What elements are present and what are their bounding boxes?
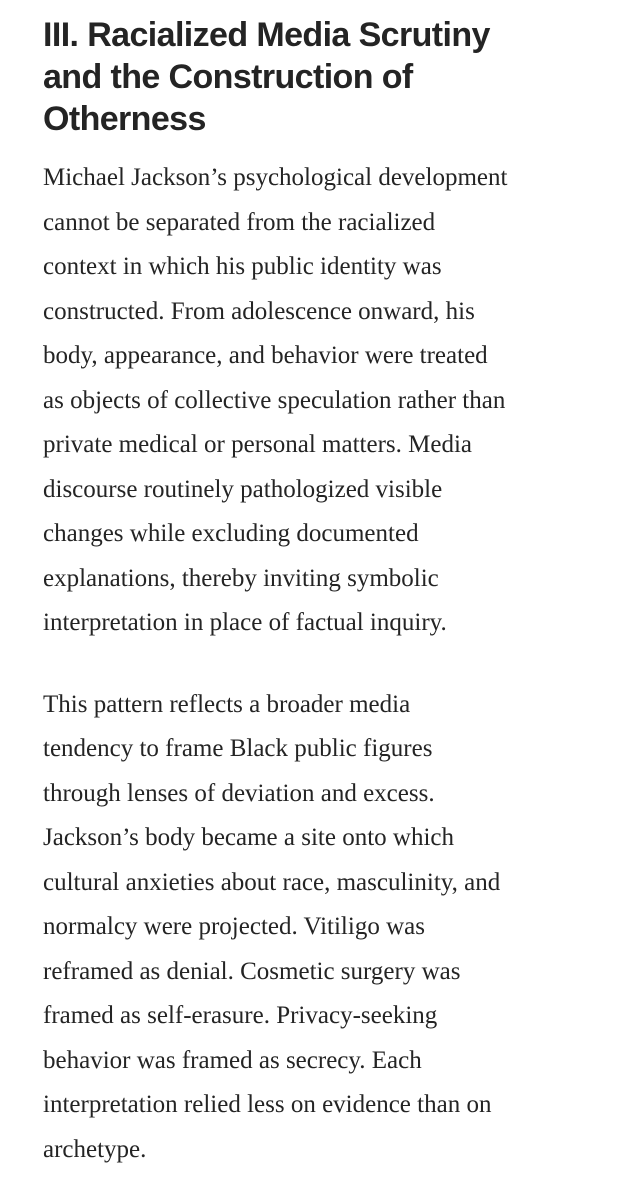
section-heading: [43, 14, 623, 140]
text-line: Jackson’s body became a site onto which: [43, 824, 455, 851]
text-line: cannot be separated from the racialized: [43, 208, 436, 236]
text-line: cultural anxieties about race, masculinity, and: [43, 868, 501, 896]
text-line: behavior was framed as secrecy. Each: [43, 1046, 422, 1074]
text-line: changes while excluding documented: [43, 520, 419, 547]
text-line: private medical or personal matters. Media: [43, 431, 473, 458]
text-line: through lenses of deviation and excess.: [43, 779, 435, 807]
heading-line: Otherness: [43, 100, 206, 138]
text-line: interpretation relied less on evidence than on: [43, 1091, 492, 1118]
text-line: tendency to frame Black public figures: [43, 735, 433, 762]
text-line: Michael Jackson’s psychological development: [43, 164, 508, 191]
paragraph-media-context: [43, 156, 623, 646]
text-line: archetype.: [43, 1135, 147, 1163]
text-line: explanations, thereby inviting symbolic: [43, 564, 439, 592]
text-line: interpretation in place of factual inquiry.: [43, 609, 447, 636]
heading-line: III. Racialized Media Scrutiny: [43, 16, 490, 54]
text-line: framed as self-erasure. Privacy-seeking: [43, 1002, 438, 1029]
text-line: as objects of collective speculation rather than: [43, 386, 506, 414]
text-line: discourse routinely pathologized visible: [43, 475, 443, 503]
article-body: [43, 14, 623, 1172]
text-line: normalcy were projected. Vitiligo was: [43, 913, 425, 940]
paragraph-media-pattern: [43, 683, 623, 1173]
text-line: context in which his public identity was: [43, 253, 442, 280]
text-line: body, appearance, and behavior were treated: [43, 342, 488, 369]
text-line: reframed as denial. Cosmetic surgery was: [43, 957, 461, 985]
text-line: This pattern reflects a broader media: [43, 690, 411, 718]
heading-line: and the Construction of: [43, 58, 413, 96]
text-line: constructed. From adolescence onward, his: [43, 297, 475, 325]
